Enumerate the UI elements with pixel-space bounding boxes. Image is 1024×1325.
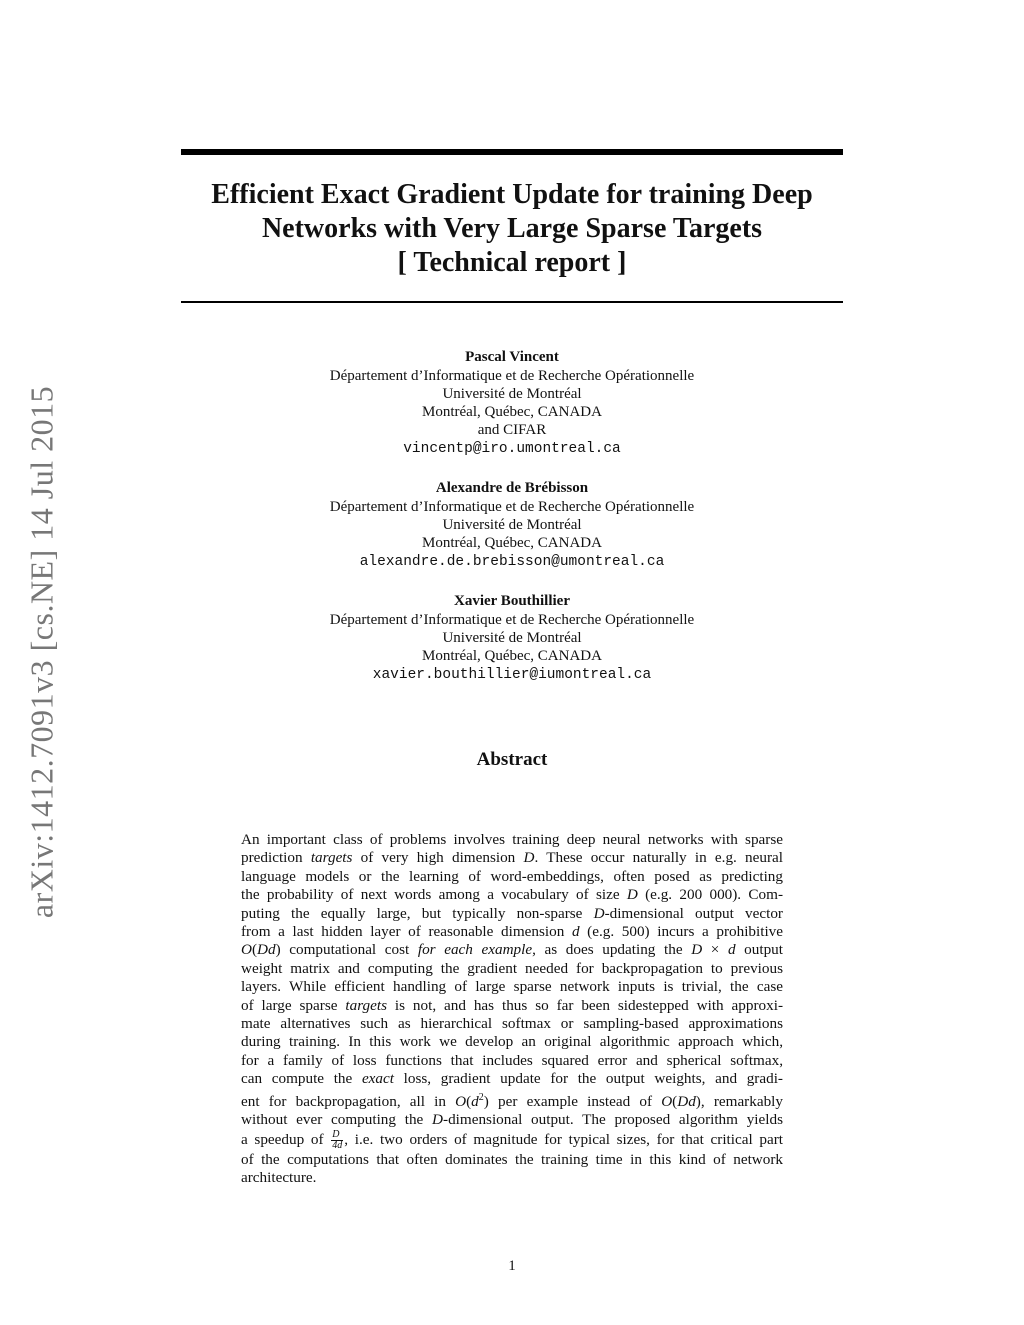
title-top-rule — [181, 149, 843, 155]
abstract-line: for a family of loss functions that includes squared error and spherical softmax, — [241, 1051, 783, 1069]
page-number: 1 — [508, 1258, 516, 1274]
author-name: Alexandre de Brébisson — [435, 480, 589, 496]
abstract-heading: Abstract — [476, 749, 548, 770]
abstract-line: of large sparse targets is not, and has thus so far been sidestepped with approxi- — [241, 996, 783, 1014]
author-email[interactable]: xavier.bouthillier@iumontreal.ca — [372, 667, 652, 683]
abstract-line: puting the equally large, but typically non-sparse D-dimensional output vector — [241, 904, 783, 922]
author-name: Xavier Bouthillier — [454, 593, 570, 609]
abstract-line: from a last hidden layer of reasonable dimension d (e.g. 500) incurs a prohibitive — [241, 923, 784, 941]
abstract-line: An important class of problems involves training deep neural networks with sparse — [241, 831, 783, 848]
author-affiliation-line: Département d’Informatique et de Recherche Opérationnelle — [329, 612, 695, 628]
author-affiliation-line: Montréal, Québec, CANADA — [422, 404, 602, 420]
abstract-line: the probability of next words among a vocabulary of size D (e.g. 200 000). Com- — [241, 886, 783, 904]
author-affiliation-line: Département d’Informatique et de Recherche Opérationnelle — [329, 368, 695, 384]
math-fraction: $\frac{D}{4d}$ — [332, 1128, 343, 1151]
author-affiliation-line: Montréal, Québec, CANADA — [422, 648, 602, 664]
abstract-line: prediction targets of very high dimension D. These occur naturally in e.g. neural — [241, 849, 784, 867]
paper-title — [181, 178, 843, 280]
author-affiliation-line: Université de Montréal — [442, 386, 582, 402]
abstract-body — [241, 831, 783, 1187]
abstract-line: mate alternatives such as hierarchical softmax or sampling-based approximations — [241, 1015, 783, 1033]
author-name: Pascal Vincent — [465, 349, 559, 365]
title-line: [ Technical report ] — [397, 247, 627, 278]
abstract-line: a speedup of $\frac{D}{4d}$ , i.e. two orders of magnitude for typical sizes, for that critical part — [241, 1128, 783, 1151]
author-email[interactable]: vincentp@iro.umontreal.ca — [403, 441, 621, 457]
abstract-line: during training. In this work we develop an original algorithmic approach which, — [241, 1033, 783, 1051]
abstract-line: layers. While efficient handling of large sparse network inputs is trivial, the case — [241, 978, 783, 996]
title-bottom-rule — [181, 301, 843, 303]
arxiv-identifier-stamp: arXiv:1412.7091v3 [cs.NE] 14 Jul 2015 — [23, 385, 60, 919]
author-block — [181, 348, 843, 705]
author-affiliation-line: Université de Montréal — [442, 517, 582, 533]
author-entry — [181, 348, 843, 459]
abstract-line: without ever computing the D-dimensional output. The proposed algorithm yields — [241, 1111, 783, 1129]
abstract-line: language models or the learning of word-embeddings, often posed as predicting — [241, 867, 783, 885]
author-entry — [181, 592, 843, 685]
abstract-line: can compute the exact loss, gradient update for the output weights, and gradi- — [241, 1070, 783, 1088]
author-affiliation-line: Département d’Informatique et de Recherche Opérationnelle — [329, 499, 695, 515]
title-line: Networks with Very Large Sparse Targets — [261, 213, 763, 244]
abstract-line: ent for backpropagation, all in $O(d^2)$ per example instead of O(Dd), remarkably — [241, 1091, 783, 1110]
abstract-line: weight matrix and computing the gradient needed for backpropagation to previous — [241, 959, 783, 977]
author-affiliation-line: and CIFAR — [477, 422, 547, 438]
author-affiliation-line: Université de Montréal — [442, 630, 582, 646]
abstract-line: of the computations that often dominates the training time in this kind of network — [241, 1150, 783, 1168]
abstract-line: architecture. — [241, 1168, 317, 1186]
author-affiliation-line: Montréal, Québec, CANADA — [422, 535, 602, 551]
title-line: Efficient Exact Gradient Update for training Deep — [211, 179, 813, 210]
author-entry — [181, 479, 843, 572]
author-email[interactable]: alexandre.de.brebisson@umontreal.ca — [359, 554, 665, 570]
abstract-line: O(Dd) computational cost for each example, as does updating the D × d output — [241, 941, 783, 959]
